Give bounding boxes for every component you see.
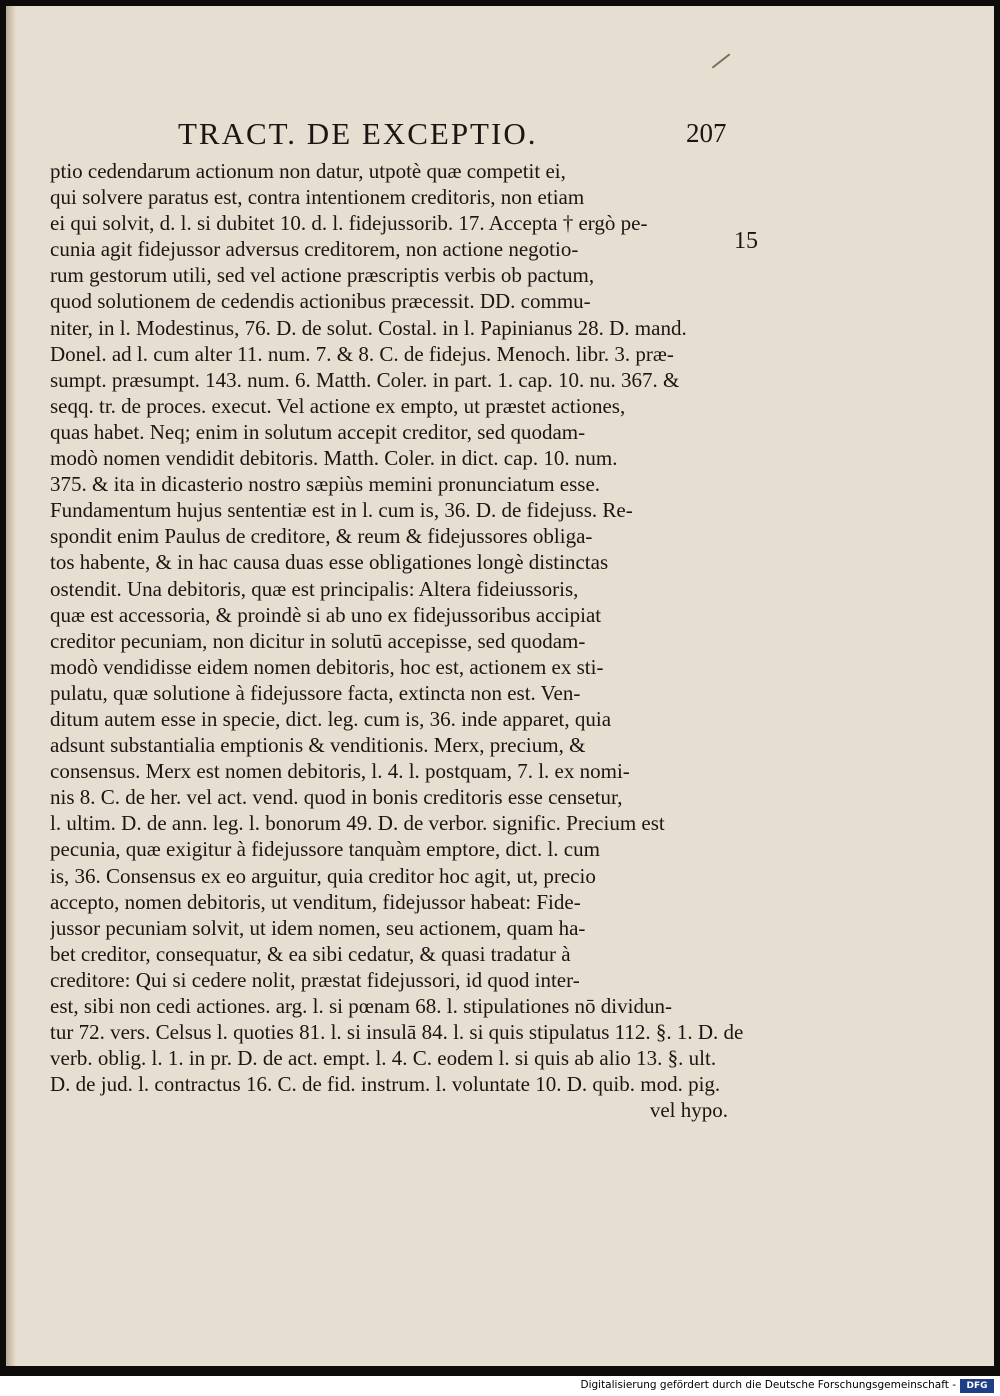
text-line: creditor pecuniam, non dicitur in solutū accepisse, sed quodam- — [50, 628, 586, 653]
text-line: Donel. ad l. cum alter 11. num. 7. & 8. C. de fidejus. Menoch. libr. 3. præ- — [50, 341, 674, 366]
text-line: creditore: Qui si cedere nolit, præstat fidejussori, id quod inter- — [50, 967, 580, 992]
text-line: ostendit. Una debitoris, quæ est principalis: Altera fideiussoris, — [50, 576, 579, 601]
text-line: is, 36. Consensus ex eo arguitur, quia creditor hoc agit, ut, precio — [50, 863, 596, 888]
text-line: pulatu, quæ solutione à fidejussore facta, extincta non est. Ven- — [50, 680, 581, 705]
text-line: l. ultim. D. de ann. leg. l. bonorum 49. D. de verbor. signific. Precium est — [50, 811, 665, 836]
text-line: quæ est accessoria, & proindè si ab uno ex fidejussoribus accipiat — [50, 602, 602, 627]
text-line: adsunt substantialia emptionis & venditionis. Merx, precium, & — [50, 733, 586, 758]
text-line: niter, in l. Modestinus, 76. D. de solut. Costal. in l. Papinianus 28. D. mand. — [50, 315, 687, 340]
text-line: quas habet. Neq; enim in solutum accepit creditor, sed quodam- — [50, 419, 586, 444]
text-line: est, sibi non cedi actiones. arg. l. si pœnam 68. l. stipulationes nō dividun- — [50, 994, 672, 1018]
text-line: cunia agit fidejussor adversus creditorem, non actione negotio- — [50, 237, 579, 262]
text-line: rum gestorum utili, sed vel actione præscriptis verbis ob pactum, — [50, 263, 595, 288]
text-line: verb. oblig. l. 1. in pr. D. de act. empt. l. 4. C. eodem l. si quis ab alio 13. §. ult. — [50, 1046, 717, 1071]
text-line: pecunia, quæ exigitur à fidejussore tanquàm emptore, dict. l. cum — [50, 837, 600, 862]
text-line: modò nomen vendidit debitoris. Matth. Coler. in dict. cap. 10. num. — [50, 446, 618, 471]
footer-bar — [0, 1376, 1000, 1396]
text-line: consensus. Merx est nomen debitoris, l. 4. l. postquam, 7. l. ex nomi- — [50, 759, 630, 784]
text-line: 375. & ita in dicasterio nostro sæpiùs memini pronunciatum esse. — [50, 472, 601, 497]
text-line: quod solutionem de cedendis actionibus præcessit. DD. commu- — [50, 289, 591, 314]
margin-paragraph-number: 15 — [734, 228, 758, 254]
text-line: tur 72. vers. Celsus l. quoties 81. l. si insulā 84. l. si quis stipulatus 112. §. 1. D. de — [50, 1020, 744, 1045]
text-line: ptio cedendarum actionum non datur, utpotè quæ competit ei, — [50, 159, 566, 183]
running-title: TRACT. DE EXCEPTIO. — [178, 116, 538, 151]
text-line: Fundamentum hujus sententiæ est in l. cum is, 36. D. de fidejuss. Re- — [50, 498, 633, 523]
text-line: seqq. tr. de proces. execut. Vel actione ex empto, ut præstet actiones, — [50, 393, 626, 418]
text-line: ditum autem esse in specie, dict. leg. cum is, 36. inde apparet, quia — [50, 706, 612, 731]
text-line: sumpt. præsumpt. 143. num. 6. Matth. Coler. in part. 1. cap. 10. nu. 367. & — [50, 367, 680, 392]
text-line: bet creditor, consequatur, & ea sibi cedatur, & quasi tradatur à — [50, 941, 571, 966]
text-line: spondit enim Paulus de creditore, & reum & fidejussores obliga- — [50, 524, 593, 549]
body-text — [50, 158, 750, 1123]
text-line: ei qui solvit, d. l. si dubitet 10. d. l. fidejussorib. 17. Accepta † ergò pe- — [50, 211, 648, 236]
text-line: vel hypo. — [649, 1098, 728, 1123]
funding-credit: Digitalisierung gefördert durch die Deutsche Forschungsgemeinschaft - — [580, 1379, 956, 1391]
text-line: qui solvere paratus est, contra intentionem creditoris, non etiam — [50, 185, 585, 210]
page-binding-shadow — [6, 6, 16, 1366]
page-number: 207 — [686, 118, 727, 148]
text-line: jussor pecuniam solvit, ut idem nomen, seu actionem, quam ha- — [50, 915, 586, 940]
text-line: tos habente, & in hac causa duas esse obligationes longè distinctas — [50, 550, 609, 575]
dfg-logo-icon: DFG — [960, 1379, 994, 1393]
text-line: accepto, nomen debitoris, ut venditum, fidejussor habeat: Fide- — [50, 889, 581, 914]
text-line: D. de jud. l. contractus 16. C. de fid. instrum. l. voluntate 10. D. quib. mod. pig. — [50, 1072, 721, 1097]
text-line: modò vendidisse eidem nomen debitoris, hoc est, actionem ex sti- — [50, 654, 604, 679]
text-line: nis 8. C. de her. vel act. vend. quod in bonis creditoris esse censetur, — [50, 785, 623, 810]
